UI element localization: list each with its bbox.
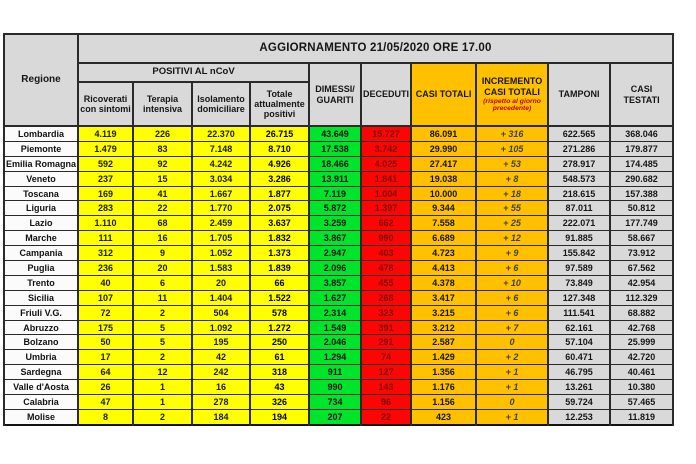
- cell-casi_totali: 1.429: [411, 350, 476, 365]
- cell-totale_attualmente_positivi: 3.286: [250, 171, 309, 186]
- cell-terapia_intensiva: 12: [133, 365, 192, 380]
- cell-tamponi: 111.541: [548, 305, 610, 320]
- cell-isolamento_domiciliare: 42: [192, 350, 250, 365]
- cell-incremento_casi_totali: + 6: [476, 290, 548, 305]
- cell-casi_testati: 73.912: [610, 246, 673, 261]
- cell-regione: Sicilia: [4, 290, 78, 305]
- cell-ricoverati_con_sintomi: 64: [78, 365, 133, 380]
- cell-totale_attualmente_positivi: 61: [250, 350, 309, 365]
- cell-casi_testati: 174.485: [610, 156, 673, 171]
- cell-dimessi_guariti: 207: [309, 409, 361, 424]
- cell-deceduti: 478: [361, 261, 411, 276]
- cell-regione: Veneto: [4, 171, 78, 186]
- cell-regione: Lombardia: [4, 126, 78, 141]
- table-row: [4, 261, 673, 276]
- cell-incremento_casi_totali: + 25: [476, 216, 548, 231]
- cell-regione: Calabria: [4, 395, 78, 410]
- cell-deceduti: 1.397: [361, 201, 411, 216]
- cell-deceduti: 268: [361, 290, 411, 305]
- cell-regione: Toscana: [4, 186, 78, 201]
- cell-incremento_casi_totali: 0: [476, 395, 548, 410]
- cell-tamponi: 127.348: [548, 290, 610, 305]
- cell-deceduti: 15.727: [361, 126, 411, 141]
- cell-isolamento_domiciliare: 1.667: [192, 186, 250, 201]
- cell-casi_testati: 157.388: [610, 186, 673, 201]
- cell-totale_attualmente_positivi: 4.926: [250, 156, 309, 171]
- cell-tamponi: 60.471: [548, 350, 610, 365]
- column-header-casi-testati: CASI TESTATI: [610, 63, 673, 126]
- column-header-terapia-intensiva: Terapia intensiva: [133, 82, 192, 126]
- cell-terapia_intensiva: 16: [133, 231, 192, 246]
- cell-deceduti: 403: [361, 246, 411, 261]
- cell-regione: Bolzano: [4, 335, 78, 350]
- cell-regione: Lazio: [4, 216, 78, 231]
- cell-casi_testati: 40.461: [610, 365, 673, 380]
- cell-regione: Friuli V.G.: [4, 305, 78, 320]
- cell-dimessi_guariti: 990: [309, 380, 361, 395]
- cell-casi_testati: 368.046: [610, 126, 673, 141]
- column-header-dimessi-guariti: DIMESSI/ GUARITI: [309, 63, 361, 126]
- table-title: AGGIORNAMENTO 21/05/2020 ORE 17.00: [78, 34, 673, 63]
- cell-regione: Trento: [4, 275, 78, 290]
- cell-ricoverati_con_sintomi: 40: [78, 275, 133, 290]
- cell-deceduti: 1.841: [361, 171, 411, 186]
- cell-tamponi: 13.261: [548, 380, 610, 395]
- cell-dimessi_guariti: 1.627: [309, 290, 361, 305]
- cell-casi_totali: 1.356: [411, 365, 476, 380]
- cell-deceduti: 143: [361, 380, 411, 395]
- table-row: [4, 171, 673, 186]
- column-header-regione: Regione: [4, 34, 78, 126]
- cell-ricoverati_con_sintomi: 175: [78, 320, 133, 335]
- cell-ricoverati_con_sintomi: 1.479: [78, 141, 133, 156]
- cell-isolamento_domiciliare: 22.370: [192, 126, 250, 141]
- table-row: [4, 216, 673, 231]
- cell-regione: Valle d'Aosta: [4, 380, 78, 395]
- cell-terapia_intensiva: 2: [133, 350, 192, 365]
- cell-deceduti: 455: [361, 275, 411, 290]
- cell-isolamento_domiciliare: 1.583: [192, 261, 250, 276]
- cell-regione: Marche: [4, 231, 78, 246]
- cell-casi_testati: 42.768: [610, 320, 673, 335]
- cell-totale_attualmente_positivi: 1.877: [250, 186, 309, 201]
- cell-ricoverati_con_sintomi: 72: [78, 305, 133, 320]
- cell-dimessi_guariti: 5.872: [309, 201, 361, 216]
- cell-casi_totali: 4.723: [411, 246, 476, 261]
- cell-dimessi_guariti: 2.096: [309, 261, 361, 276]
- cell-regione: Puglia: [4, 261, 78, 276]
- cell-tamponi: 62.161: [548, 320, 610, 335]
- cell-incremento_casi_totali: 0: [476, 335, 548, 350]
- cell-incremento_casi_totali: + 316: [476, 126, 548, 141]
- table-row: [4, 156, 673, 171]
- cell-ricoverati_con_sintomi: 47: [78, 395, 133, 410]
- cell-casi_testati: 50.812: [610, 201, 673, 216]
- cell-incremento_casi_totali: + 53: [476, 156, 548, 171]
- cell-dimessi_guariti: 1.294: [309, 350, 361, 365]
- cell-casi_testati: 58.667: [610, 231, 673, 246]
- cell-totale_attualmente_positivi: 66: [250, 275, 309, 290]
- cell-deceduti: 291: [361, 335, 411, 350]
- cell-casi_totali: 2.587: [411, 335, 476, 350]
- cell-incremento_casi_totali: + 9: [476, 246, 548, 261]
- column-header-casi-totali: CASI TOTALI: [411, 63, 476, 126]
- cell-isolamento_domiciliare: 184: [192, 409, 250, 424]
- cell-tamponi: 622.565: [548, 126, 610, 141]
- table-row: [4, 335, 673, 350]
- cell-casi_totali: 423: [411, 409, 476, 424]
- cell-deceduti: 662: [361, 216, 411, 231]
- cell-terapia_intensiva: 1: [133, 395, 192, 410]
- table-row: [4, 246, 673, 261]
- column-header-incremento: [476, 63, 548, 126]
- cell-dimessi_guariti: 43.649: [309, 126, 361, 141]
- column-header-isolamento: Isolamento domiciliare: [192, 82, 250, 126]
- cell-incremento_casi_totali: + 1: [476, 409, 548, 424]
- cell-terapia_intensiva: 1: [133, 380, 192, 395]
- cell-tamponi: 91.885: [548, 231, 610, 246]
- table-row: [4, 290, 673, 305]
- cell-incremento_casi_totali: + 6: [476, 305, 548, 320]
- cell-regione: Umbria: [4, 350, 78, 365]
- cell-incremento_casi_totali: + 18: [476, 186, 548, 201]
- cell-regione: Liguria: [4, 201, 78, 216]
- cell-terapia_intensiva: 41: [133, 186, 192, 201]
- cell-totale_attualmente_positivi: 578: [250, 305, 309, 320]
- cell-casi_totali: 3.212: [411, 320, 476, 335]
- cell-tamponi: 222.071: [548, 216, 610, 231]
- cell-totale_attualmente_positivi: 3.637: [250, 216, 309, 231]
- cell-totale_attualmente_positivi: 2.075: [250, 201, 309, 216]
- cell-dimessi_guariti: 13.911: [309, 171, 361, 186]
- column-group-positivi: POSITIVI AL nCoV: [78, 63, 309, 82]
- cell-dimessi_guariti: 2.314: [309, 305, 361, 320]
- table-row: [4, 409, 673, 424]
- cell-casi_testati: 42.720: [610, 350, 673, 365]
- cell-casi_testati: 57.465: [610, 395, 673, 410]
- cell-terapia_intensiva: 11: [133, 290, 192, 305]
- cell-deceduti: 323: [361, 305, 411, 320]
- cell-ricoverati_con_sintomi: 169: [78, 186, 133, 201]
- cell-ricoverati_con_sintomi: 4.119: [78, 126, 133, 141]
- cell-tamponi: 271.286: [548, 141, 610, 156]
- cell-casi_testati: 25.999: [610, 335, 673, 350]
- cell-casi_totali: 29.990: [411, 141, 476, 156]
- table-row: [4, 201, 673, 216]
- incremento-note: (rispetto al giorno precedente): [483, 97, 541, 113]
- cell-deceduti: 74: [361, 350, 411, 365]
- cell-tamponi: 12.253: [548, 409, 610, 424]
- cell-casi_totali: 3.215: [411, 305, 476, 320]
- cell-casi_testati: 177.749: [610, 216, 673, 231]
- cell-tamponi: 278.917: [548, 156, 610, 171]
- cell-totale_attualmente_positivi: 8.710: [250, 141, 309, 156]
- cell-terapia_intensiva: 6: [133, 275, 192, 290]
- cell-deceduti: 22: [361, 409, 411, 424]
- cell-isolamento_domiciliare: 1.770: [192, 201, 250, 216]
- table-row: [4, 141, 673, 156]
- cell-casi_testati: 67.562: [610, 261, 673, 276]
- cell-casi_testati: 112.329: [610, 290, 673, 305]
- table-row: [4, 305, 673, 320]
- cell-incremento_casi_totali: + 7: [476, 320, 548, 335]
- cell-incremento_casi_totali: + 55: [476, 201, 548, 216]
- cell-incremento_casi_totali: + 1: [476, 380, 548, 395]
- cell-isolamento_domiciliare: 1.052: [192, 246, 250, 261]
- cell-casi_totali: 3.417: [411, 290, 476, 305]
- cell-ricoverati_con_sintomi: 17: [78, 350, 133, 365]
- cell-casi_testati: 290.682: [610, 171, 673, 186]
- cell-isolamento_domiciliare: 16: [192, 380, 250, 395]
- cell-casi_totali: 9.344: [411, 201, 476, 216]
- table-row: [4, 395, 673, 410]
- cell-dimessi_guariti: 2.046: [309, 335, 361, 350]
- cell-dimessi_guariti: 734: [309, 395, 361, 410]
- cell-totale_attualmente_positivi: 1.522: [250, 290, 309, 305]
- cell-casi_totali: 4.413: [411, 261, 476, 276]
- cell-totale_attualmente_positivi: 1.839: [250, 261, 309, 276]
- cell-casi_totali: 7.558: [411, 216, 476, 231]
- cell-incremento_casi_totali: + 10: [476, 275, 548, 290]
- cell-totale_attualmente_positivi: 326: [250, 395, 309, 410]
- cell-tamponi: 59.724: [548, 395, 610, 410]
- cell-incremento_casi_totali: + 2: [476, 350, 548, 365]
- incremento-label: INCREMENTO CASI TOTALI: [481, 76, 543, 97]
- cell-isolamento_domiciliare: 2.459: [192, 216, 250, 231]
- cell-incremento_casi_totali: + 6: [476, 261, 548, 276]
- cell-regione: Abruzzo: [4, 320, 78, 335]
- cell-terapia_intensiva: 2: [133, 305, 192, 320]
- cell-ricoverati_con_sintomi: 111: [78, 231, 133, 246]
- cell-isolamento_domiciliare: 3.034: [192, 171, 250, 186]
- cell-incremento_casi_totali: + 8: [476, 171, 548, 186]
- cell-isolamento_domiciliare: 278: [192, 395, 250, 410]
- cell-isolamento_domiciliare: 242: [192, 365, 250, 380]
- cell-terapia_intensiva: 68: [133, 216, 192, 231]
- cell-regione: Sardegna: [4, 365, 78, 380]
- table-row: [4, 231, 673, 246]
- cell-ricoverati_con_sintomi: 312: [78, 246, 133, 261]
- cell-casi_testati: 179.877: [610, 141, 673, 156]
- covid-table-wrapper: [3, 33, 674, 426]
- table-body: [4, 126, 673, 425]
- cell-dimessi_guariti: 7.119: [309, 186, 361, 201]
- cell-dimessi_guariti: 911: [309, 365, 361, 380]
- cell-casi_totali: 10.000: [411, 186, 476, 201]
- cell-deceduti: 4.025: [361, 156, 411, 171]
- cell-ricoverati_con_sintomi: 1.110: [78, 216, 133, 231]
- cell-totale_attualmente_positivi: 26.715: [250, 126, 309, 141]
- cell-ricoverati_con_sintomi: 236: [78, 261, 133, 276]
- cell-terapia_intensiva: 5: [133, 320, 192, 335]
- cell-deceduti: 127: [361, 365, 411, 380]
- cell-tamponi: 97.589: [548, 261, 610, 276]
- cell-dimessi_guariti: 3.867: [309, 231, 361, 246]
- cell-deceduti: 96: [361, 395, 411, 410]
- column-header-totale-positivi: Totale attualmente positivi: [250, 82, 309, 126]
- cell-terapia_intensiva: 15: [133, 171, 192, 186]
- cell-deceduti: 1.004: [361, 186, 411, 201]
- table-row: [4, 365, 673, 380]
- cell-dimessi_guariti: 3.857: [309, 275, 361, 290]
- cell-tamponi: 46.795: [548, 365, 610, 380]
- cell-totale_attualmente_positivi: 318: [250, 365, 309, 380]
- cell-incremento_casi_totali: + 12: [476, 231, 548, 246]
- cell-ricoverati_con_sintomi: 8: [78, 409, 133, 424]
- cell-casi_testati: 68.882: [610, 305, 673, 320]
- cell-casi_totali: 1.156: [411, 395, 476, 410]
- cell-ricoverati_con_sintomi: 237: [78, 171, 133, 186]
- table-row: [4, 186, 673, 201]
- cell-regione: Emilia Romagna: [4, 156, 78, 171]
- cell-dimessi_guariti: 18.466: [309, 156, 361, 171]
- cell-ricoverati_con_sintomi: 50: [78, 335, 133, 350]
- cell-terapia_intensiva: 2: [133, 409, 192, 424]
- cell-dimessi_guariti: 17.538: [309, 141, 361, 156]
- cell-totale_attualmente_positivi: 1.832: [250, 231, 309, 246]
- covid-regional-data-table: [3, 33, 674, 426]
- cell-totale_attualmente_positivi: 194: [250, 409, 309, 424]
- cell-deceduti: 391: [361, 320, 411, 335]
- cell-isolamento_domiciliare: 4.242: [192, 156, 250, 171]
- cell-isolamento_domiciliare: 504: [192, 305, 250, 320]
- column-header-deceduti: DECEDUTI: [361, 63, 411, 126]
- cell-dimessi_guariti: 1.549: [309, 320, 361, 335]
- column-header-tamponi: TAMPONI: [548, 63, 610, 126]
- cell-regione: Molise: [4, 409, 78, 424]
- cell-totale_attualmente_positivi: 1.272: [250, 320, 309, 335]
- cell-terapia_intensiva: 226: [133, 126, 192, 141]
- cell-deceduti: 3.742: [361, 141, 411, 156]
- cell-totale_attualmente_positivi: 1.373: [250, 246, 309, 261]
- cell-casi_totali: 4.378: [411, 275, 476, 290]
- cell-totale_attualmente_positivi: 250: [250, 335, 309, 350]
- cell-isolamento_domiciliare: 1.404: [192, 290, 250, 305]
- cell-terapia_intensiva: 20: [133, 261, 192, 276]
- cell-casi_totali: 19.038: [411, 171, 476, 186]
- table-row: [4, 380, 673, 395]
- table-row: [4, 350, 673, 365]
- table-header: [4, 34, 673, 126]
- cell-tamponi: 218.615: [548, 186, 610, 201]
- cell-tamponi: 155.842: [548, 246, 610, 261]
- cell-tamponi: 57.104: [548, 335, 610, 350]
- cell-isolamento_domiciliare: 195: [192, 335, 250, 350]
- cell-dimessi_guariti: 3.259: [309, 216, 361, 231]
- cell-incremento_casi_totali: + 1: [476, 365, 548, 380]
- cell-deceduti: 990: [361, 231, 411, 246]
- cell-casi_testati: 10.380: [610, 380, 673, 395]
- cell-regione: Campania: [4, 246, 78, 261]
- cell-terapia_intensiva: 92: [133, 156, 192, 171]
- cell-casi_testati: 11.819: [610, 409, 673, 424]
- cell-ricoverati_con_sintomi: 107: [78, 290, 133, 305]
- cell-ricoverati_con_sintomi: 26: [78, 380, 133, 395]
- cell-tamponi: 73.849: [548, 275, 610, 290]
- cell-isolamento_domiciliare: 1.092: [192, 320, 250, 335]
- cell-isolamento_domiciliare: 7.148: [192, 141, 250, 156]
- column-header-ricoverati: Ricoverati con sintomi: [78, 82, 133, 126]
- cell-casi_testati: 42.954: [610, 275, 673, 290]
- cell-tamponi: 548.573: [548, 171, 610, 186]
- table-row: [4, 126, 673, 141]
- table-row: [4, 320, 673, 335]
- cell-ricoverati_con_sintomi: 592: [78, 156, 133, 171]
- cell-terapia_intensiva: 5: [133, 335, 192, 350]
- cell-terapia_intensiva: 83: [133, 141, 192, 156]
- cell-casi_totali: 6.689: [411, 231, 476, 246]
- cell-casi_totali: 1.176: [411, 380, 476, 395]
- cell-isolamento_domiciliare: 20: [192, 275, 250, 290]
- cell-casi_totali: 27.417: [411, 156, 476, 171]
- cell-incremento_casi_totali: + 105: [476, 141, 548, 156]
- table-row: [4, 275, 673, 290]
- cell-dimessi_guariti: 2.947: [309, 246, 361, 261]
- cell-casi_totali: 86.091: [411, 126, 476, 141]
- cell-terapia_intensiva: 9: [133, 246, 192, 261]
- cell-regione: Piemonte: [4, 141, 78, 156]
- cell-tamponi: 87.011: [548, 201, 610, 216]
- cell-totale_attualmente_positivi: 43: [250, 380, 309, 395]
- cell-terapia_intensiva: 22: [133, 201, 192, 216]
- cell-ricoverati_con_sintomi: 283: [78, 201, 133, 216]
- cell-isolamento_domiciliare: 1.705: [192, 231, 250, 246]
